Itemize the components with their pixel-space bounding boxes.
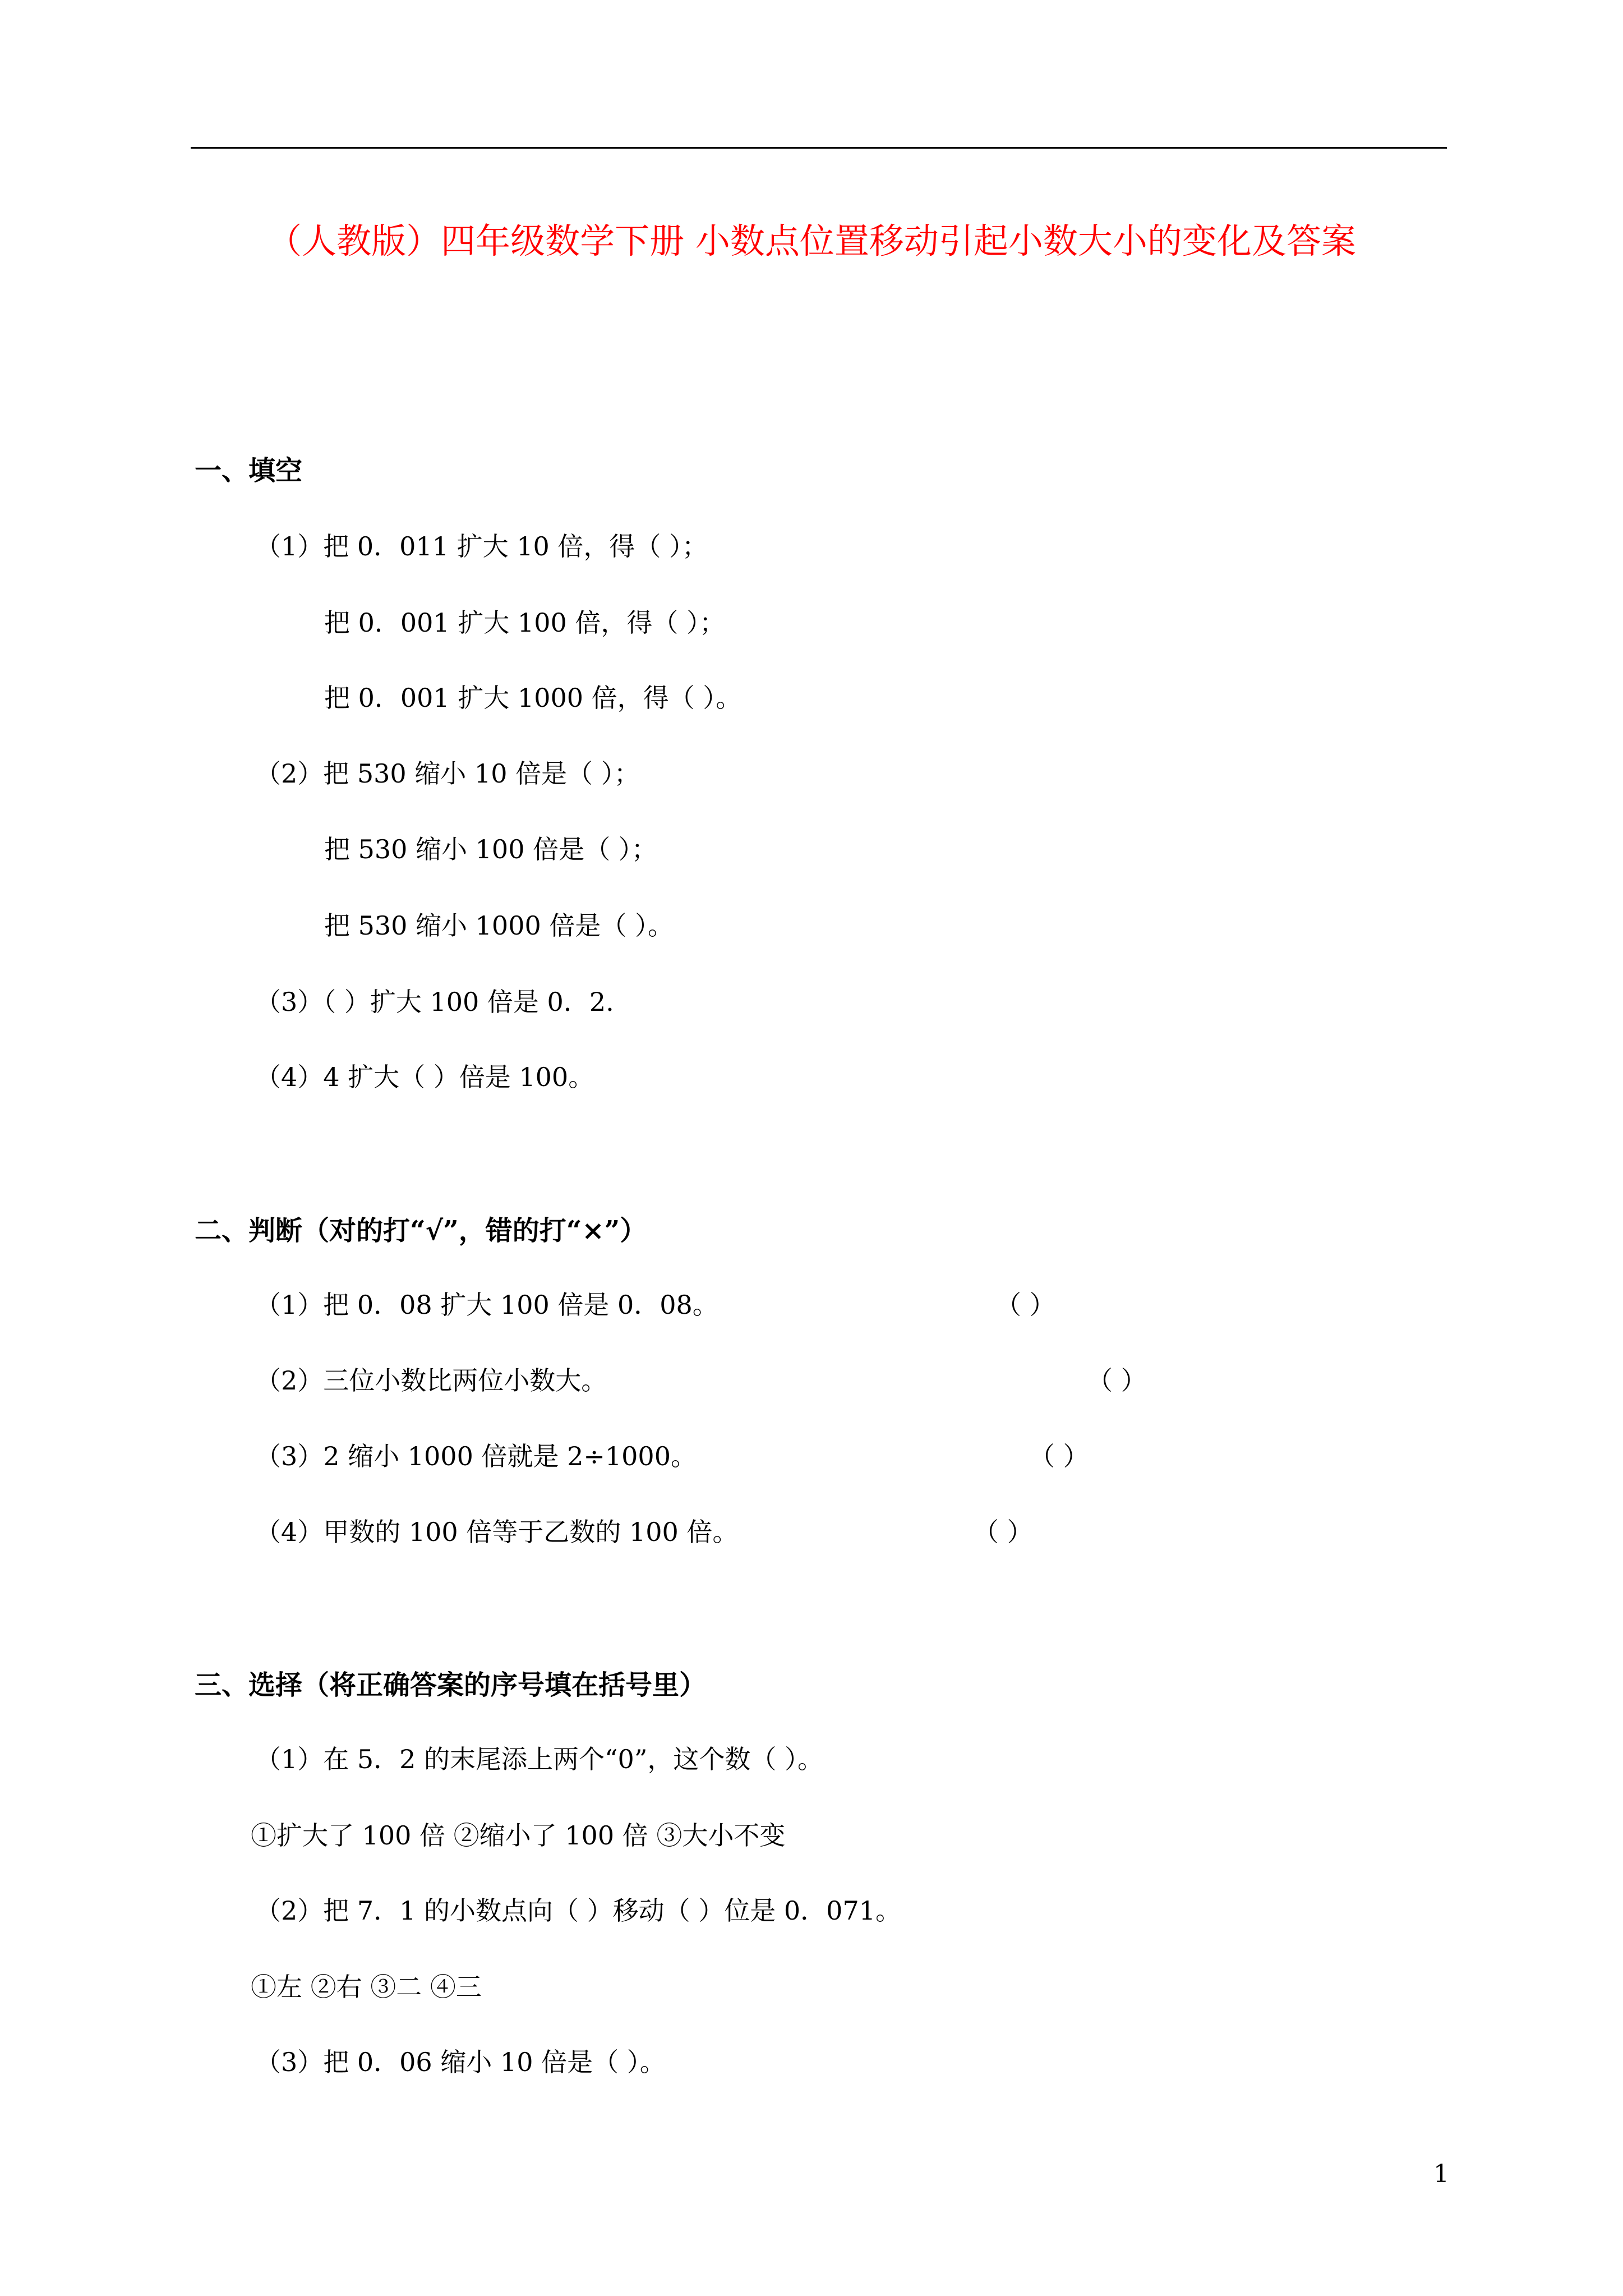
fill-line: （1）把 0．011 扩大 10 倍，得（ ）；	[255, 531, 708, 562]
page-title: （人教版）四年级数学下册 小数点位置移动引起小数大小的变化及答案	[267, 220, 1356, 261]
page-number: 1	[1433, 2160, 1449, 2188]
fill-line: 把 530 缩小 100 倍是（ ）；	[324, 834, 657, 864]
judge-item: （4）甲数的 100 倍等于乙数的 100 倍。	[255, 1517, 739, 1547]
choice-options: ①左 ②右 ③二 ④三	[251, 1972, 482, 2002]
fill-line: （4）4 扩大（ ）倍是 100。	[255, 1062, 594, 1092]
judge-item: （1）把 0．08 扩大 100 倍是 0．08。	[255, 1290, 718, 1320]
fill-line: 把 0．001 扩大 100 倍，得（ ）；	[324, 608, 725, 638]
choice-question: （1）在 5．2 的末尾添上两个“0”，这个数（ ）。	[255, 1744, 823, 1774]
fill-line: （2）把 530 缩小 10 倍是（ ）；	[255, 758, 640, 789]
header-rule	[191, 147, 1447, 149]
section1-heading: 一、填空	[195, 455, 303, 486]
answer-blank: （ ）	[995, 1290, 1055, 1320]
choice-question: （3）把 0．06 缩小 10 倍是（ ）。	[255, 2047, 666, 2077]
choice-options: ①扩大了 100 倍 ②缩小了 100 倍 ③大小不变	[251, 1820, 786, 1851]
fill-line: （3）（ ）扩大 100 倍是 0．2.	[255, 987, 614, 1017]
fill-line: 把 530 缩小 1000 倍是（ ）。	[324, 910, 674, 941]
choice-question: （2）把 7．1 的小数点向（ ）移动（ ）位是 0．071。	[255, 1895, 901, 1926]
judge-item: （2）三位小数比两位小数大。	[255, 1365, 607, 1396]
section3-heading: 三、选择（将正确答案的序号填在括号里）	[195, 1669, 707, 1701]
answer-blank: （ ）	[1029, 1441, 1089, 1471]
section2-heading: 二、判断（对的打“√”，错的打“×”）	[195, 1215, 647, 1246]
fill-line: 把 0．001 扩大 1000 倍，得（ ）。	[324, 683, 742, 713]
answer-blank: （ ）	[973, 1517, 1033, 1547]
judge-item: （3）2 缩小 1000 倍就是 2÷1000。	[255, 1441, 697, 1471]
answer-blank: （ ）	[1087, 1365, 1147, 1396]
